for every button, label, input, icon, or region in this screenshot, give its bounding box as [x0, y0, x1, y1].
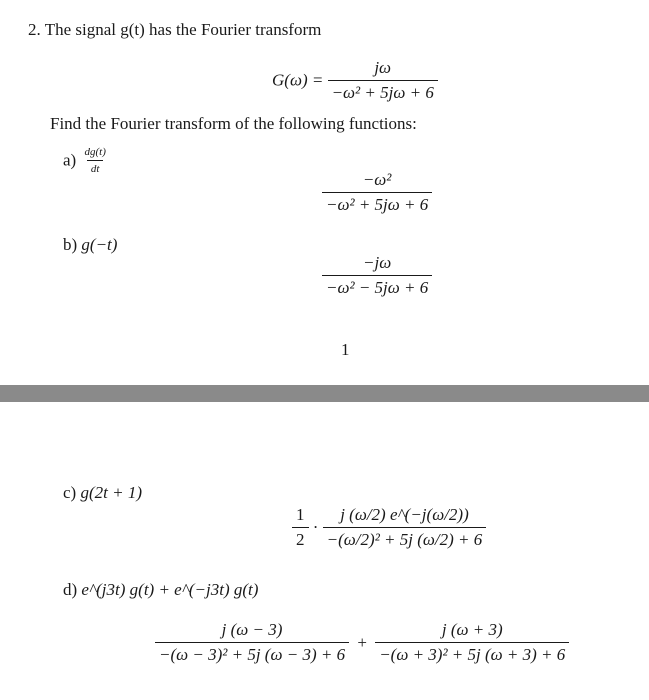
part-c-ans-den: −(ω/2)² + 5j (ω/2) + 6	[323, 527, 487, 550]
part-d-plus: +	[357, 632, 367, 652]
part-c-coef-den: 2	[292, 527, 309, 550]
part-c-coef-num: 1	[296, 505, 305, 524]
given-fraction	[328, 58, 438, 103]
part-d-t1-den: −(ω − 3)² + 5j (ω − 3) + 6	[155, 642, 349, 665]
given-transform	[272, 58, 438, 103]
given-denominator: −ω² + 5jω + 6	[328, 80, 438, 103]
part-b-answer	[322, 253, 432, 298]
part-d-answer	[155, 620, 569, 665]
part-d-term-2	[375, 620, 569, 665]
part-c-dot: ·	[312, 517, 319, 537]
part-c-answer	[292, 505, 486, 550]
part-a-answer	[322, 170, 432, 215]
part-d-question	[63, 580, 258, 600]
given-lhs: G(ω) =	[272, 70, 324, 90]
part-a-fn-num: dg(t)	[84, 146, 106, 158]
problem-statement	[28, 20, 321, 40]
problem-text: The signal g(t) has the Fourier transform	[44, 20, 322, 39]
part-c-ans-num: j (ω/2) e^(−j(ω/2))	[340, 505, 469, 524]
part-c-fn: g(2t + 1)	[80, 483, 142, 502]
part-a-ans-num: −ω²	[362, 170, 392, 189]
part-c-label: c)	[63, 483, 77, 502]
part-d-t2-num: j (ω + 3)	[441, 620, 503, 639]
part-d-t2-den: −(ω + 3)² + 5j (ω + 3) + 6	[375, 642, 569, 665]
part-b-fn: g(−t)	[81, 235, 118, 254]
part-c-fraction	[323, 505, 487, 550]
part-a-ans-den: −ω² + 5jω + 6	[322, 192, 432, 215]
part-b-question	[63, 235, 117, 255]
part-a-label: a)	[63, 150, 77, 170]
part-c-question	[63, 483, 142, 503]
problem-number: 2.	[28, 20, 41, 39]
page-number: 1	[341, 340, 350, 359]
part-a-derivative	[80, 146, 109, 175]
part-d-t1-num: j (ω − 3)	[221, 620, 283, 639]
part-d-term-1	[155, 620, 349, 665]
part-c-coefficient	[292, 505, 309, 550]
page-divider	[0, 385, 649, 402]
instruction: Find the Fourier transform of the following functions:	[50, 114, 417, 133]
part-a-fn-den: dt	[87, 160, 104, 175]
part-b-ans-den: −ω² − 5jω + 6	[322, 275, 432, 298]
part-b-ans-num: −jω	[363, 253, 392, 272]
part-d-label: d)	[63, 580, 78, 599]
part-a-question	[63, 146, 110, 175]
given-numerator: jω	[374, 58, 392, 77]
part-d-fn: e^(j3t) g(t) + e^(−j3t) g(t)	[81, 580, 259, 599]
part-b-label: b)	[63, 235, 78, 254]
